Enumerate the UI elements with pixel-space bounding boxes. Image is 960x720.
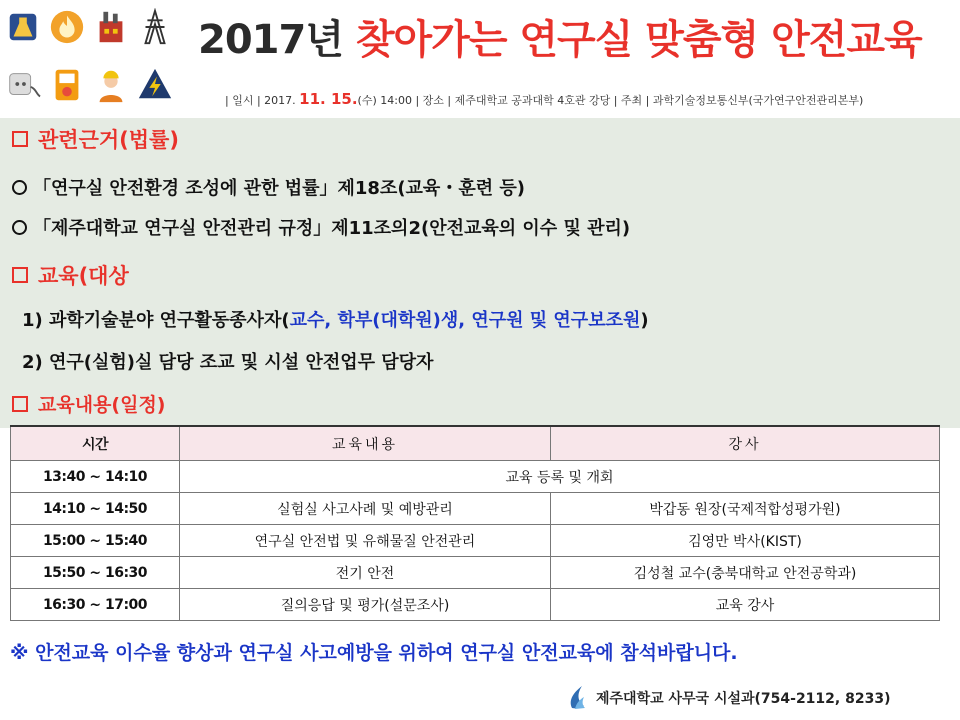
square-bullet-icon bbox=[12, 131, 28, 147]
content-heading bbox=[12, 390, 166, 417]
time-cell: 16:30 ~ 17:00 bbox=[11, 589, 180, 621]
time-cell: 14:10 ~ 14:50 bbox=[11, 493, 180, 525]
lecturer-cell: 김성철 교수(충북대학교 안전공학과) bbox=[551, 557, 940, 589]
target-item-2 bbox=[22, 348, 433, 374]
table-row bbox=[11, 525, 940, 557]
event-meta bbox=[225, 90, 863, 108]
title-main: 찾아가는 연구실 맞춤형 안전교육 bbox=[355, 17, 922, 63]
fire-icon bbox=[48, 8, 86, 46]
content-title: 교육내용(일정) bbox=[38, 394, 166, 416]
header-banner bbox=[0, 0, 960, 118]
content-cell: 실험실 사고사례 및 예방관리 bbox=[180, 493, 551, 525]
target-item-1 bbox=[22, 306, 649, 332]
target-item-1-suffix: ) bbox=[640, 310, 649, 331]
table-row bbox=[11, 589, 940, 621]
factory-icon bbox=[92, 8, 130, 46]
target-item-1-prefix: 1) 과학기술분야 연구활동종사자( bbox=[22, 310, 290, 331]
time-cell: 15:50 ~ 16:30 bbox=[11, 557, 180, 589]
page-title bbox=[198, 8, 922, 65]
safety-icon-grid bbox=[4, 4, 176, 116]
header-lecturer: 강사 bbox=[551, 426, 940, 461]
target-heading bbox=[12, 260, 129, 290]
square-bullet-icon bbox=[12, 267, 28, 283]
content-cell: 교육 등록 및 개회 bbox=[180, 461, 940, 493]
target-item-2-text: 2) 연구(실험)실 담당 조교 및 시설 안전업무 담당자 bbox=[22, 352, 434, 373]
content-panel bbox=[0, 118, 960, 428]
meta-date: 11. 15. bbox=[299, 90, 358, 108]
circle-bullet-icon bbox=[12, 180, 27, 195]
header-time: 시간 bbox=[11, 426, 180, 461]
target-item-1-highlight: 교수, 학부(대학원)생, 연구원 및 연구보조원 bbox=[289, 310, 641, 331]
meta-time: (수) 14:00 bbox=[357, 94, 412, 107]
plug-icon bbox=[4, 66, 42, 104]
worker-icon bbox=[92, 66, 130, 104]
schedule-table bbox=[10, 425, 940, 621]
basis-item-1 bbox=[12, 174, 525, 200]
content-cell: 질의응답 및 평가(설문조사) bbox=[180, 589, 551, 621]
content-cell: 연구실 안전법 및 유해물질 안전관리 bbox=[180, 525, 551, 557]
title-year: 2017년 bbox=[198, 17, 343, 63]
basis-title: 관련근거(법률) bbox=[38, 128, 179, 152]
footer-contact: 제주대학교 사무국 시설과(754-2112, 8233) bbox=[596, 691, 891, 707]
basis-item-2-text: 「제주대학교 연구실 안전관리 규정」제11조의2(안전교육의 이수 및 관리) bbox=[33, 218, 631, 239]
header-content: 교육내용 bbox=[180, 426, 551, 461]
meta-prefix: | 일시 | 2017. bbox=[225, 94, 296, 107]
high-voltage-icon bbox=[136, 66, 174, 104]
meta-rest: | 장소 | 제주대학교 공과대학 4호관 강당 | 주최 | 과학기술정보통신부(국가연구안전관리본부) bbox=[415, 94, 864, 107]
square-bullet-icon bbox=[12, 396, 28, 412]
lecturer-cell: 김영만 박사(KIST) bbox=[551, 525, 940, 557]
table-row bbox=[11, 461, 940, 493]
attendance-notice: ※ 안전교육 이수율 향상과 연구실 사고예방을 위하여 연구실 안전교육에 참석바랍니다. bbox=[10, 642, 738, 664]
circle-bullet-icon bbox=[12, 220, 27, 235]
lecturer-cell: 박갑동 원장(국제적합성평가원) bbox=[551, 493, 940, 525]
content-cell: 전기 안전 bbox=[180, 557, 551, 589]
basis-item-1-text: 「연구실 안전환경 조성에 관한 법률」제18조(교육・훈련 등) bbox=[33, 178, 525, 199]
basis-item-2 bbox=[12, 214, 630, 240]
schedule-header-row bbox=[11, 426, 940, 461]
power-tower-icon bbox=[136, 8, 174, 46]
basis-heading bbox=[12, 124, 179, 154]
target-title: 교육(대상 bbox=[38, 264, 129, 288]
table-row bbox=[11, 557, 940, 589]
university-logo-icon bbox=[566, 682, 590, 712]
table-row bbox=[11, 493, 940, 525]
lecturer-cell: 교육 강사 bbox=[551, 589, 940, 621]
time-cell: 15:00 ~ 15:40 bbox=[11, 525, 180, 557]
chemical-bottle-icon bbox=[4, 8, 42, 46]
time-cell: 13:40 ~ 14:10 bbox=[11, 461, 180, 493]
meter-icon bbox=[48, 66, 86, 104]
